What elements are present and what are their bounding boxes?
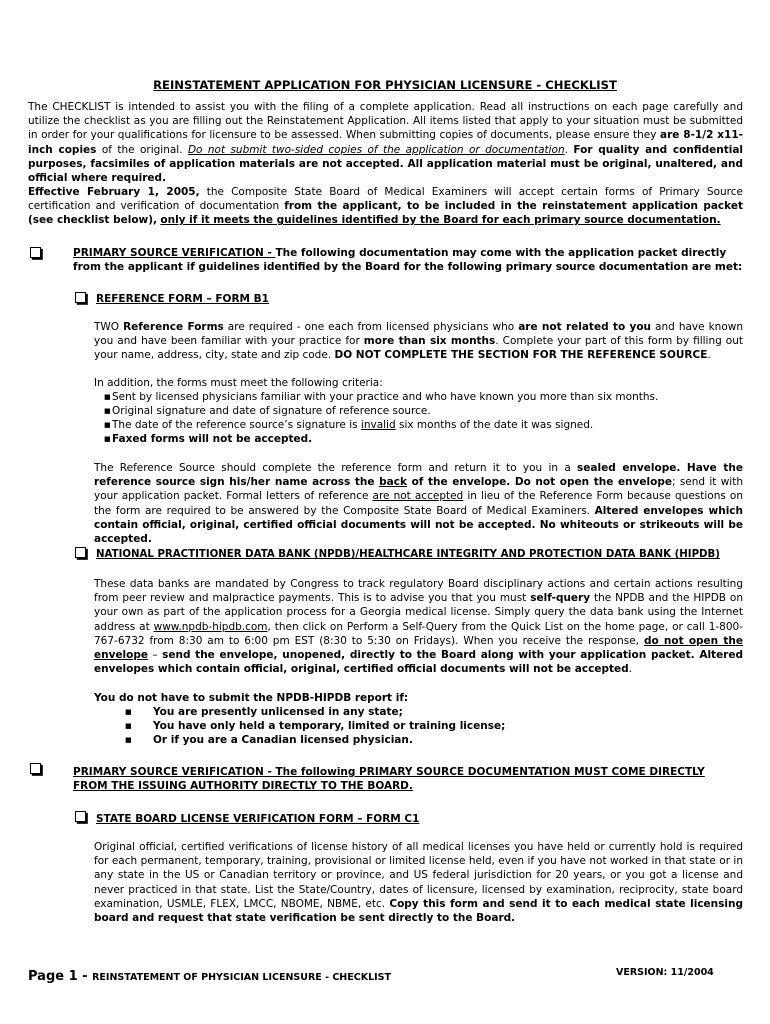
criteria-text-1: Sent by licensed physicians familiar with your practice and who have known you more than six months. xyxy=(112,391,659,403)
ref-p1-t5: . xyxy=(707,349,711,362)
intro-text-3: . xyxy=(564,143,574,156)
npdb-website-link[interactable]: www.npdb-hipdb.com xyxy=(153,620,268,633)
ref-p2-u1: are not accepted xyxy=(372,490,464,503)
state-board-heading: STATE BOARD LICENSE VERIFICATION FORM – FORM C1 xyxy=(96,813,420,825)
intro-two-sided-warning: Do not submit two-sided copies of the application or documentation xyxy=(187,143,565,156)
intro-paragraph xyxy=(28,100,743,185)
ref-p2-t3: in lieu of the Reference Form because questions on the form are required to be answered by the Composite State Board of Medical Examiners. xyxy=(94,490,744,517)
criteria-item xyxy=(104,404,431,418)
npdb-t5: . xyxy=(628,663,632,676)
npdb-b1: self-query xyxy=(530,592,591,605)
npdb-b2: send the envelope, unopened, directly to the Board along with your application packet. Altered envelopes which contain official, original, certified official documents will not be accepted xyxy=(94,649,744,676)
exempt-text-3: Or if you are a Canadian licensed physician. xyxy=(153,734,413,746)
bullet-icon: ■ xyxy=(125,736,132,744)
psv-1-text: The following documentation may come with the application packet directly from the applicant if guidelines identified by the Board for the following primary source documentation are met: xyxy=(73,247,743,274)
intro-bold-copies: are 8-1/2 x11-inch copies xyxy=(28,129,743,156)
bullet-icon: ■ xyxy=(104,421,111,429)
ref-p1-t4: . Complete your part of this form by filling out your name, address, city, state and zip code. xyxy=(94,335,743,362)
effective-bold-underline: only if it meets the guidelines identified by the Board for each primary source documentation. xyxy=(160,214,721,227)
intro-bold-quality: For quality and confidential purposes, facsimiles of application materials are not accepted. All application material must be original, unaltered, and official where required. xyxy=(28,143,744,185)
ref-p2-bu1: back xyxy=(379,476,407,489)
checkbox-state-board[interactable] xyxy=(75,811,86,822)
exempt-item xyxy=(125,733,413,747)
footer-dash: - xyxy=(77,969,93,984)
effective-paragraph xyxy=(28,185,743,228)
checkbox-psv-1[interactable] xyxy=(30,247,41,258)
footer-title: REINSTATEMENT OF PHYSICIAN LICENSURE - CHECKLIST xyxy=(92,972,391,983)
checkbox-psv-2[interactable] xyxy=(30,763,41,774)
footer-left xyxy=(28,965,391,984)
criteria-text-4: Faxed forms will not be accepted. xyxy=(112,433,313,445)
bullet-icon: ■ xyxy=(104,393,111,401)
exempt-text-2: You have only held a temporary, limited or training license; xyxy=(153,720,506,732)
npdb-t2: the NPDB and the HIPDB on your own as part of the application process for a Georgia medical license. Simply query the data bank using the Internet address at xyxy=(94,592,743,633)
intro-text-2: of the original. xyxy=(96,143,188,156)
ref-p1-t2: are required - one each from licensed physicians who xyxy=(223,321,519,333)
reference-paragraph-2 xyxy=(94,461,743,546)
npdb-heading: NATIONAL PRACTITIONER DATA BANK (NPDB)/HEALTHCARE INTEGRITY AND PROTECTION DATA BANK (HIPDB) xyxy=(96,549,720,560)
reference-paragraph-1 xyxy=(94,320,743,363)
ref-p2-b2: of the envelope. Do not open the envelope xyxy=(406,476,672,489)
state-text: Original official, certified verifications of license history of all medical licenses you have held or currently hold is required for each permanent, temporary, training, provisional or limited license held, even if you have not worked in that state or in any state in the US or Canadian territory or province, and US federal jurisdiction for 20 years, or you got a license and never practiced in that state. List the State/Country, dates of licensure, licensed by examination, reciprocity, state board examination, USMLE, FLEX, LMCC, NBOME, NBME, etc. xyxy=(94,841,743,910)
state-board-paragraph xyxy=(94,840,743,925)
checkbox-reference-form[interactable] xyxy=(75,292,86,303)
effective-date: Effective February 1, 2005, xyxy=(28,186,200,198)
criteria-text-3b: six months of the date it was signed. xyxy=(395,419,594,431)
psv-2-heading: PRIMARY SOURCE VERIFICATION - The following PRIMARY SOURCE DOCUMENTATION MUST COME DIRECTLY FROM THE ISSUING AUTHORITY DIRECTLY TO THE BOARD. xyxy=(73,766,705,793)
bullet-icon: ■ xyxy=(125,708,132,716)
checkbox-npdb[interactable] xyxy=(75,547,86,558)
state-bold: Copy this form and send it to each medical state licensing board and request that state verification be sent directly to the Board. xyxy=(94,897,743,925)
criteria-item xyxy=(104,390,658,404)
intro-text-1: The CHECKLIST is intended to assist you with the filing of a complete application. Read all instructions on each page carefully and utilize the checklist as you are filling out the Reinstatement Application. All items listed that apply to your situation must be submitted in order for your qualifications for licensure to be assessed. When submitting copies of documents, please ensure they xyxy=(28,101,743,142)
criteria-intro: In addition, the forms must meet the following criteria: xyxy=(94,377,383,389)
bullet-icon: ■ xyxy=(104,407,111,415)
criteria-item xyxy=(104,432,312,446)
psv-1-label: PRIMARY SOURCE VERIFICATION - xyxy=(73,247,276,259)
ref-p1-b3: more than six months xyxy=(363,335,496,348)
effective-bold: from the applicant, to be included in the reinstatement application packet (see checklist below), xyxy=(28,200,743,227)
npdb-t3: , then click on Perform a Self-Query from the Quick List on the home page, or call 1-800-767-6732 from 8:30 am to 6:00 pm EST (8:30 to 5:30 on Fridays). When you receive the response, xyxy=(94,620,743,647)
ref-p1-b1: Reference Forms xyxy=(123,321,224,333)
criteria-item xyxy=(104,418,593,432)
exempt-item xyxy=(125,705,403,719)
bullet-icon: ■ xyxy=(104,435,111,443)
exempt-text-1: You are presently unlicensed in any state; xyxy=(153,706,403,718)
ref-p2-t2: ; send it with your application packet. Formal letters of reference xyxy=(94,476,743,503)
effective-text: the Composite State Board of Medical Examiners will accept certain forms of Primary Source certification and verification of documentation xyxy=(28,186,743,213)
npdb-paragraph xyxy=(94,577,743,676)
psv-1-heading xyxy=(73,246,743,274)
npdb-t1: These data banks are mandated by Congress to track regulatory Board disciplinary actions and certain actions resulting from peer review and malpractice payments. This is to advise you that you must xyxy=(94,578,743,605)
ref-p1-b2: are not related to you xyxy=(518,321,652,333)
criteria-text-3-invalid: invalid xyxy=(360,419,396,431)
exempt-title: You do not have to submit the NPDB-HIPDB report if: xyxy=(94,692,409,704)
reference-form-heading: REFERENCE FORM – FORM B1 xyxy=(96,293,269,305)
ref-p1-b4: DO NOT COMPLETE THE SECTION FOR THE REFERENCE SOURCE xyxy=(334,349,708,362)
npdb-t4: – xyxy=(148,649,163,662)
criteria-text-2: Original signature and date of signature of reference source. xyxy=(112,405,431,417)
ref-p2-b1: sealed envelope. Have the reference source sign his/her name across the xyxy=(94,462,743,489)
page-title: REINSTATEMENT APPLICATION FOR PHYSICIAN LICENSURE - CHECKLIST xyxy=(153,78,617,92)
ref-p2-t1: The Reference Source should complete the reference form and return it to you in a xyxy=(94,462,578,474)
ref-p1-t1: TWO xyxy=(94,321,124,333)
ref-p2-b3: Altered envelopes which contain official, original, certified official documents will not be accepted. No whiteouts or strikeouts will be accepted. xyxy=(94,504,743,546)
criteria-text-3a: The date of the reference source’s signature is xyxy=(112,419,361,431)
ref-p1-t3: and have known you and have been familiar with your practice for xyxy=(94,321,744,348)
footer-version: VERSION: 11/2004 xyxy=(616,967,714,978)
npdb-bu1: do not open the envelope xyxy=(94,634,743,662)
bullet-icon: ■ xyxy=(125,722,132,730)
footer-page-number: Page 1 xyxy=(28,969,78,984)
exempt-item xyxy=(125,719,505,733)
